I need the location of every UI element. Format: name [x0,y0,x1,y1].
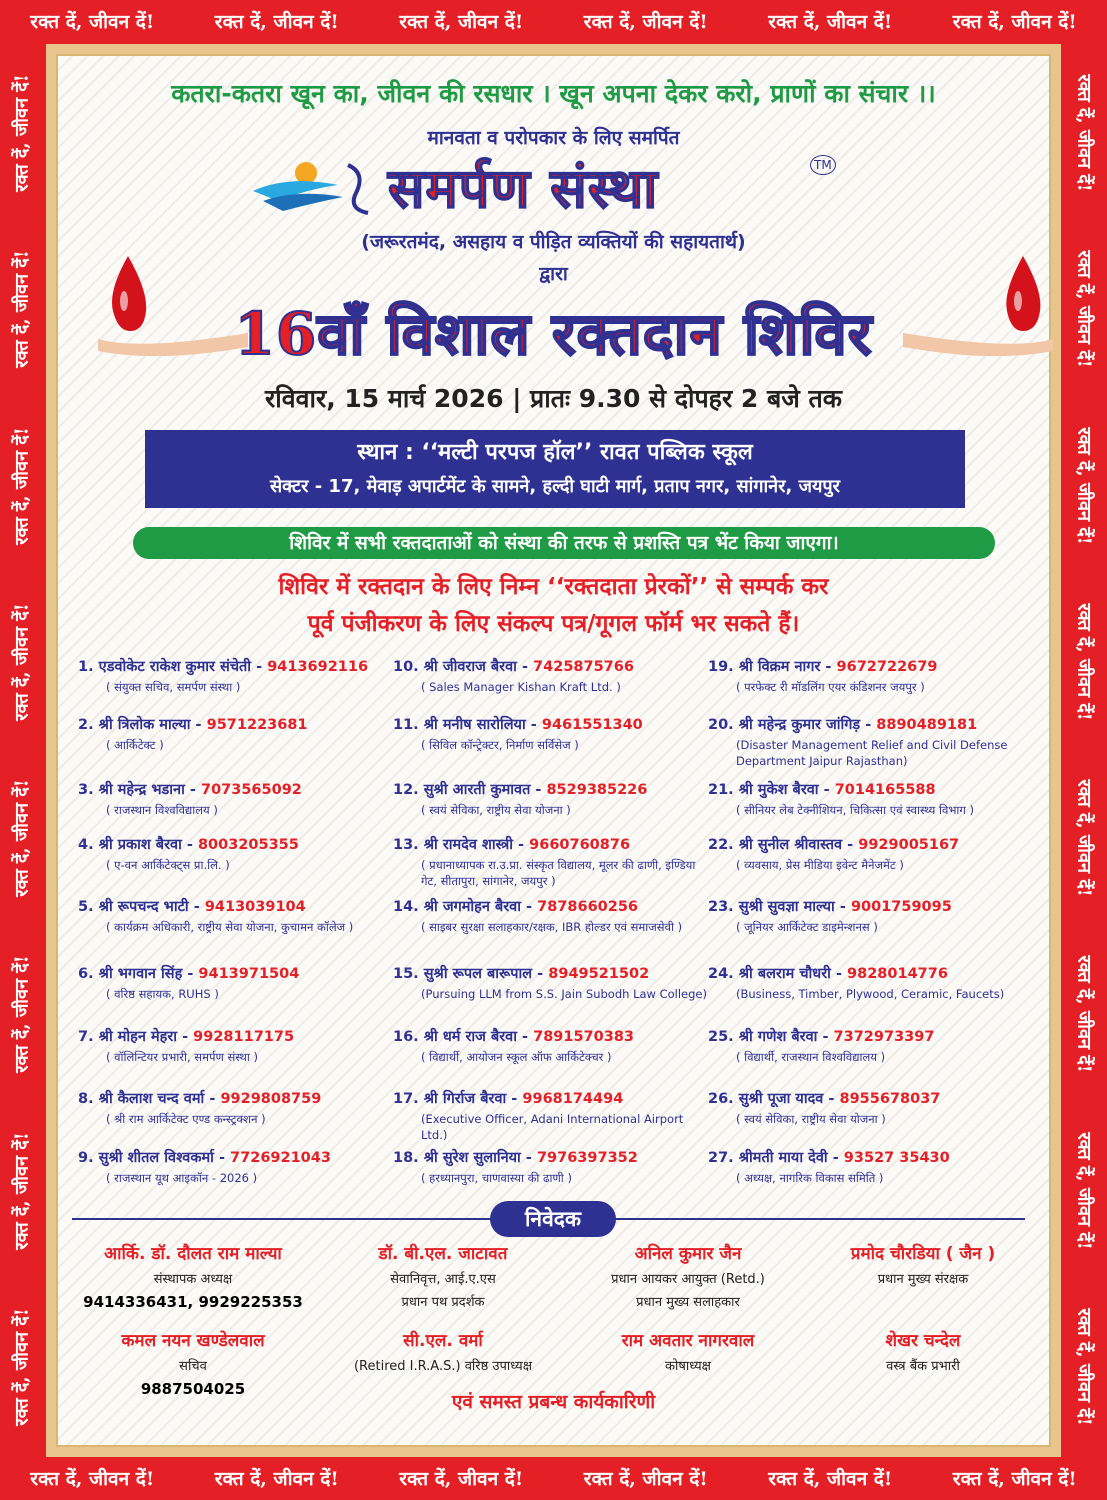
contact-name: श्री महेन्द्र भडाना - [98,782,196,798]
contact-number: 13. [393,837,419,853]
contact-name-line [393,896,713,916]
border-slogan: रक्त दें, जीवन दें! [1074,779,1095,897]
border-slogan: रक्त दें, जीवन दें! [12,1308,33,1426]
contact-phone: 7073565092 [200,782,302,798]
contact-entry [708,896,1028,935]
contact-number: 10. [393,659,419,675]
venue-line-1: स्थान : ‘‘मल्टी परपज हॉल’’ रावत पब्लिक स्कूल [357,440,753,465]
contact-name: श्री भगवान सिंह - [98,966,194,982]
contact-entry [708,779,1028,818]
border-slogan: रक्त दें, जीवन दें! [12,250,33,369]
contact-name: श्री जीवराज बैरवा - [423,659,528,675]
contact-entry [78,714,398,753]
contact-number: 16. [393,1029,419,1045]
contact-name-line [708,1026,1028,1046]
contact-number: 11. [393,717,419,733]
patron-block [328,1241,558,1310]
contact-description: ( विद्यार्थी, आयोजन स्कूल ऑफ आर्किटेक्चर ) [421,1050,612,1064]
contact-description: ( व्यवसाय, प्रेस मीडिया इवेन्ट मैनेजमेंट ) [736,858,904,872]
contact-entry [708,1088,1028,1127]
contact-phone: 7891570383 [533,1029,635,1045]
contact-name: श्री रामदेव शास्त्री - [423,837,525,853]
contact-name: एडवोकेट राकेश कुमार संचेती - [98,659,263,675]
contact-description: ( सिविल कॉन्ट्रेक्टर, निर्माण सर्विसेज ) [421,738,579,752]
contact-description: ( राजस्थान विश्वविद्यालय ) [106,803,218,817]
contact-entry [393,963,713,1002]
contact-entry [393,656,713,695]
contact-phone: 9660760876 [529,837,631,853]
contact-phone: 9001759095 [850,899,952,915]
contact-name: सुश्री शीतल विश्वकर्मा - [98,1150,225,1166]
contact-phone: 9929808759 [220,1091,322,1107]
contact-entry [78,656,398,695]
contact-entry [708,1147,1028,1186]
contact-name: सुश्री पूजा यादव - [738,1091,835,1107]
contact-phone: 7878660256 [537,899,639,915]
contact-description: (Pursuing LLM from S.S. Jain Subodh Law College) [421,987,707,1001]
contact-number: 3. [78,782,94,798]
contact-phone: 8890489181 [876,717,978,733]
contact-description: ( Sales Manager Kishan Kraft Ltd. ) [421,680,621,694]
patron-block [808,1241,1038,1287]
contact-phone: 93527 35430 [843,1150,950,1166]
contact-name: श्रीमती माया देवी - [738,1150,839,1166]
contact-name: श्री त्रिलोक माल्या - [98,717,202,733]
contact-number: 1. [78,659,94,675]
contact-phone: 9929005167 [858,837,960,853]
border-slogan: रक्त दें, जीवन दें! [1074,74,1095,192]
contact-name: श्री विक्रम नागर - [738,659,832,675]
border-slogan: रक्त दें, जीवन दें! [1074,1131,1095,1250]
patron-name: डॉ. बी.एल. जाटावत [378,1244,508,1264]
contact-number: 24. [708,966,734,982]
contact-description: ( वरिष्ठ सहायक, RUHS ) [106,987,219,1001]
contact-name-line [78,1147,398,1167]
date-time: रविवार, 15 मार्च 2026 | प्रातः 9.30 से दोपहर 2 बजे तक [265,384,842,413]
contact-name: श्री महेन्द्र कुमार जांगिड़ - [738,717,872,733]
contact-name-line [393,963,713,983]
org-subtitle: (जरूरतमंद, असहाय व पीड़ित व्यक्तियों की सहायतार्थ) [361,231,746,253]
org-name: समर्पण संस्था [388,156,659,220]
border-slogan: रक्त दें, जीवन दें! [583,1468,708,1490]
border-slogan: रक्त दें, जीवन दें! [1074,426,1095,545]
committee-line: एवं समस्त प्रबन्ध कार्यकारिणी [451,1391,656,1413]
border-slogan: रक्त दें, जीवन दें! [30,1468,155,1490]
border-slogan: रक्त दें, जीवन दें! [214,11,339,33]
contact-entry [393,779,713,818]
contact-number: 6. [78,966,94,982]
border-slogan: रक्त दें, जीवन दें! [952,11,1077,33]
contact-number: 18. [393,1150,419,1166]
border-slogan: रक्त दें, जीवन दें! [12,955,33,1074]
contact-number: 20. [708,717,734,733]
contact-number: 12. [393,782,419,798]
patron-role: सचिव [179,1359,207,1374]
contact-heading-line-1: शिविर में रक्तदान के लिए निम्न ‘‘रक्तदाता प्रेरकों’’ से सम्पर्क कर [278,574,829,600]
contact-phone: 9413039104 [204,899,306,915]
contact-description: ( साइबर सुरक्षा सलाहकार/रक्षक, IBR होल्डर एवं समाजसेवी ) [421,920,683,934]
tagline: कतरा-कतरा खून का, जीवन की रसधार । खून अपना देकर करो, प्राणों का संचार ।। [171,79,936,108]
contact-entry [78,896,398,935]
contact-entry [78,963,398,1002]
contact-phone: 9571223681 [206,717,308,733]
contact-number: 26. [708,1091,734,1107]
contact-name-line [708,1147,1028,1167]
contact-name-line [78,779,398,799]
contact-number: 2. [78,717,94,733]
contact-number: 25. [708,1029,734,1045]
contact-name: श्री कैलाश चन्द वर्मा - [98,1091,216,1107]
border-slogan: रक्त दें, जीवन दें! [214,1468,339,1490]
contact-phone: 8949521502 [548,966,650,982]
patron-role: कोषाध्यक्ष [665,1359,711,1374]
content-area [56,54,1051,1447]
contact-description: ( वॉलिन्टियर प्रभारी, समर्पण संस्था ) [106,1050,258,1064]
contact-number: 23. [708,899,734,915]
contact-number: 9. [78,1150,94,1166]
contact-name-line [78,963,398,983]
contact-description: ( परफेक्ट री मॉडलिंग एयर कंडिशनर जयपुर ) [736,680,925,694]
contact-name-line [78,834,398,854]
contact-description: ( स्वयं सेविका, राष्ट्रीय सेवा योजना ) [421,803,571,817]
contact-name-line [393,1147,713,1167]
contact-number: 21. [708,782,734,798]
border-slogan: रक्त दें, जीवन दें! [12,779,33,897]
left-border-slogans [2,45,42,1455]
contact-name-line [393,834,713,854]
swan-logo-icon [248,153,383,223]
patron-block [568,1328,808,1374]
border-slogan: रक्त दें, जीवन दें! [12,603,33,721]
contact-phone: 8955678037 [839,1091,941,1107]
contact-description: ( कार्यक्रम अधिकारी, राष्ट्रीय सेवा योजना, कुचामन कॉलेज ) [106,920,354,934]
contact-name: सुश्री आरती कुमावत - [423,782,542,798]
contact-name: श्री मोहन मेहरा - [98,1029,189,1045]
contact-number: 8. [78,1091,94,1107]
patron-role: प्रधान मुख्य संरक्षक [877,1272,969,1287]
contact-name: श्री जगमोहन बैरवा - [423,899,533,915]
contact-phone: 7425875766 [533,659,634,675]
contact-number: 15. [393,966,419,982]
contact-phone: 8003205355 [197,837,299,853]
contact-name-line [708,1088,1028,1108]
patron-name: कमल नयन खण्डेलवाल [121,1331,265,1351]
contact-entry [393,1147,713,1186]
patron-role: (Retired I.R.A.S.) वरिष्ठ उपाध्यक्ष [353,1359,533,1374]
patron-name: अनिल कुमार जैन [634,1244,742,1264]
contact-name-line [78,656,398,676]
venue-line-2: सेक्टर - 17, मेवाड़ अपार्टमेंट के सामने, हल्दी घाटी मार्ग, प्रताप नगर, सांगानेर, जयपुर [270,476,840,497]
venue-box [145,430,965,508]
contact-name-line [78,1088,398,1108]
contact-name: श्री रूपचन्द भाटी - [98,899,200,915]
contact-description: ( ए-वन आर्किटेक्ट्स प्रा.लि. ) [106,858,230,872]
patron-name: प्रमोद चौरडिया ( जैन ) [850,1244,996,1264]
contact-name: श्री बलराम चौधरी - [738,966,842,982]
top-border-slogans [0,8,1107,34]
contact-phone: 9968174494 [522,1091,624,1107]
dedicated-line: मानवता व परोपकार के लिए समर्पित [427,127,680,149]
contact-number: 22. [708,837,734,853]
contact-entry [393,896,713,935]
patron-role-secondary: प्रधान मुख्य सलाहकार [636,1295,740,1310]
contact-number: 7. [78,1029,94,1045]
contact-name: सुश्री रूपल बारूपाल - [423,966,544,982]
contact-description: ( विद्यार्थी, राजस्थान विश्वविद्यालय ) [736,1050,886,1064]
contact-phone: 7976397352 [536,1150,638,1166]
contact-entry [78,779,398,818]
contact-phone: 9461551340 [541,717,643,733]
border-slogan: रक्त दें, जीवन दें! [399,1468,524,1490]
contact-name-line [708,656,1028,676]
contact-name: श्री गणेश बैरवा - [738,1029,829,1045]
patron-name: सी.एल. वर्मा [403,1331,483,1351]
contact-entry [708,656,1028,695]
trademark-badge: TM [810,155,836,175]
contact-name: श्री धर्म राज बैरवा - [423,1029,529,1045]
contact-name-line [708,896,1028,916]
contact-number: 4. [78,837,94,853]
contact-name: श्री मनीष सारोलिया - [423,717,537,733]
contact-number: 19. [708,659,734,675]
contact-name-line [708,834,1028,854]
contact-name-line [393,779,713,799]
contact-number: 27. [708,1150,734,1166]
contact-entry [78,1026,398,1065]
contact-description: ( सीनियर लेब टेक्नीशियन, चिकित्सा एवं स्वास्थ्य विभाग ) [736,803,975,817]
contact-description: ( अध्यक्ष, नागरिक विकास समिति ) [736,1171,884,1185]
contact-name-line [708,714,1028,734]
contact-name-line [78,714,398,734]
contact-entry [78,1147,398,1186]
contact-description: (Disaster Management Relief and Civil Defense Department Jaipur Rajasthan) [736,738,1008,768]
border-slogan: रक्त दें, जीवन दें! [1074,603,1095,721]
border-slogan: रक्त दें, जीवन दें! [12,74,33,192]
border-slogan: रक्त दें, जीवन दें! [30,11,155,33]
contact-name: सुश्री सुवज्ञा माल्या - [738,899,846,915]
contact-name: श्री सुरेश सुलानिया - [423,1150,532,1166]
border-slogan: रक्त दें, जीवन दें! [952,1468,1077,1490]
contact-entry [78,1088,398,1127]
contact-phone: 8529385226 [546,782,648,798]
contact-entry [78,834,398,873]
border-slogan: रक्त दें, जीवन दें! [768,1468,893,1490]
patron-block [808,1328,1038,1374]
certificate-note: शिविर में सभी रक्तदाताओं को संस्था की तरफ से प्रशस्ति पत्र भेंट किया जाएगा। [133,527,995,559]
patron-name: राम अवतार नागरवाल [621,1331,755,1351]
bottom-border-slogans [0,1465,1107,1491]
contact-description: (Executive Officer, Adani International Airport Ltd.) [421,1112,684,1142]
contact-name-line [78,1026,398,1046]
contact-name-line [708,779,1028,799]
contact-name: श्री प्रकाश बैरवा - [98,837,193,853]
org-logo-row [248,153,868,223]
contact-name-line [393,714,713,734]
contact-name: श्री गिर्राज बैरवा - [423,1091,518,1107]
contact-phone: 9828014776 [847,966,948,982]
by-label: द्वारा [539,263,568,285]
patron-role: प्रधान आयकर आयुक्त (Retd.) [611,1272,765,1287]
contact-name-line [708,963,1028,983]
contact-description: ( श्री राम आर्किटेक्ट एण्ड कन्स्ट्रक्शन ) [106,1112,266,1126]
patron-name: आर्कि. डॉ. दौलत राम माल्या [104,1244,282,1264]
contact-description: ( राजस्थान यूथ आइकॉन - 2026 ) [106,1171,258,1185]
contact-description: ( प्रधानाध्यापक रा.उ.प्रा. संस्कृत विद्यालय, मूलर की ढाणी, इण्डिया गेट, सीतापुरा, सांगानेर, जयपुर ) [421,858,696,888]
border-slogan: रक्त दें, जीवन दें! [12,426,33,545]
contact-heading-line-2: पूर्व पंजीकरण के लिए संकल्प पत्र/गूगल फॉर्म भर सकते हैं। [307,611,800,637]
contact-description: ( संयुक्त सचिव, समर्पण संस्था ) [106,680,241,694]
contact-description: ( जूनियर आर्किटेक्ट डाइमेन्शनस ) [736,920,878,934]
contact-phone: 7726921043 [230,1150,331,1166]
contact-name-line [393,1088,713,1108]
patron-block [73,1241,313,1311]
contact-description: (Business, Timber, Plywood, Ceramic, Faucets) [736,987,1005,1001]
contact-description: ( स्वयं सेविका, राष्ट्रीय सेवा योजना ) [736,1112,886,1126]
contact-phone: 9413971504 [198,966,300,982]
patron-phone: 9414336431, 9929225353 [83,1293,303,1311]
contact-name: श्री मुकेश बैरवा - [738,782,830,798]
contact-entry [393,1026,713,1065]
contact-entry [393,1088,713,1143]
contact-phone: 7372973397 [833,1029,935,1045]
contact-entry [708,963,1028,1002]
border-slogan: रक्त दें, जीवन दें! [1074,955,1095,1074]
contact-entry [393,714,713,753]
contact-name-line [393,656,713,676]
contact-phone: 9413692116 [267,659,369,675]
right-border-slogans [1065,45,1105,1455]
gold-frame [46,44,1061,1457]
contact-phone: 9928117175 [193,1029,295,1045]
patron-role: वस्त्र बैंक प्रभारी [886,1359,960,1374]
contact-name-line [78,896,398,916]
patron-phone: 9887504025 [140,1380,246,1398]
patron-name: शेखर चन्देल [885,1331,961,1351]
contact-entry [708,834,1028,873]
patron-block [328,1328,558,1374]
patron-role: सेवानिवृत्त, आई.ए.एस [390,1272,496,1287]
patron-block [568,1241,808,1310]
contact-entry [393,834,713,889]
contact-phone: 7014165588 [834,782,936,798]
patron-role: संस्थापक अध्यक्ष [153,1272,233,1287]
nivedak-badge: निवेदक [490,1201,616,1237]
contact-number: 17. [393,1091,419,1107]
border-slogan: रक्त दें, जीवन दें! [1074,1308,1095,1426]
contact-name: श्री सुनील श्रीवास्तव - [738,837,854,853]
contact-name-line [393,1026,713,1046]
patron-role-secondary: प्रधान पथ प्रदर्शक [401,1295,485,1310]
contact-phone: 9672722679 [836,659,938,675]
contact-entry [708,1026,1028,1065]
border-slogan: रक्त दें, जीवन दें! [12,1131,33,1250]
border-slogan: रक्त दें, जीवन दें! [768,11,893,33]
contact-description: ( हरध्यानपुरा, चाणवास्या की ढाणी ) [421,1171,572,1185]
border-slogan: रक्त दें, जीवन दें! [1074,250,1095,369]
contact-description: ( आर्किटेक्ट ) [106,738,164,752]
contact-number: 5. [78,899,94,915]
contact-heading [58,569,1049,643]
contact-entry [708,714,1028,769]
border-slogan: रक्त दें, जीवन दें! [583,11,708,33]
camp-title: 16वाँ विशाल रक्तदान शिविर [234,300,873,368]
border-slogan: रक्त दें, जीवन दें! [399,11,524,33]
contact-number: 14. [393,899,419,915]
